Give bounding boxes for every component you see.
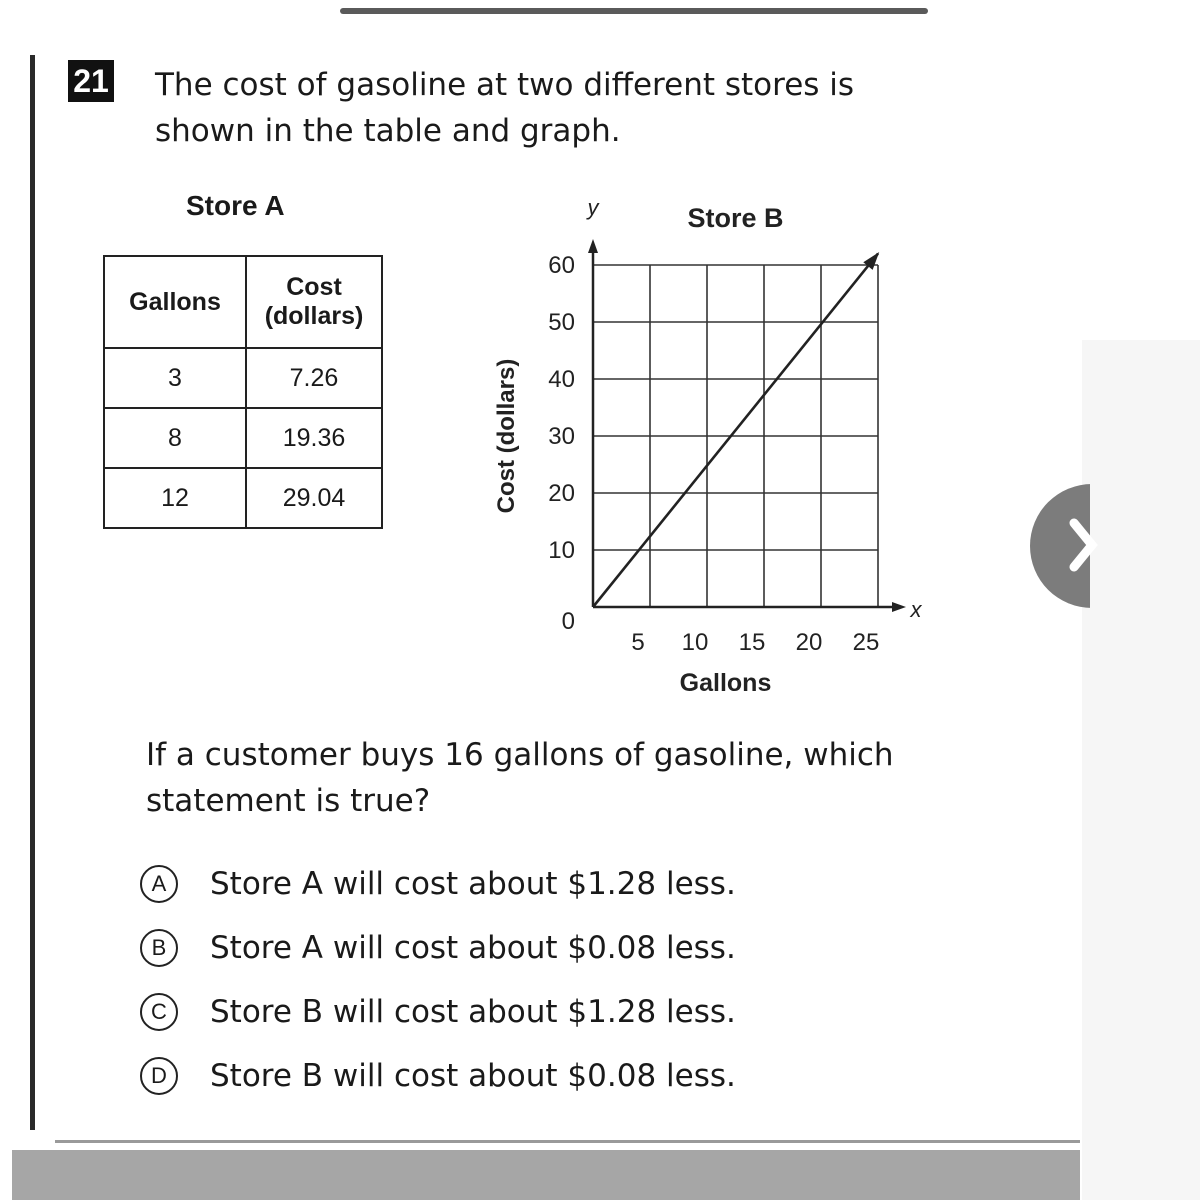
bottom-bar <box>12 1150 1080 1200</box>
choice-c-text: Store B will cost about $1.28 less. <box>210 994 736 1030</box>
x-axis-arrow <box>892 602 906 612</box>
x-tick-label: 15 <box>738 629 766 656</box>
x-tick-label: 20 <box>795 629 823 656</box>
table-row <box>104 468 382 528</box>
choice-a-bubble[interactable]: A <box>140 865 178 903</box>
choice-b-text: Store A will cost about $0.08 less. <box>210 930 736 966</box>
answer-choices <box>140 852 736 1108</box>
question-ask: If a customer buys 16 gallons of gasoline, which statement is true? <box>146 737 894 819</box>
choice-c-bubble[interactable]: C <box>140 993 178 1031</box>
y-tick-label: 20 <box>548 480 575 507</box>
choice-a-text: Store A will cost about $1.28 less. <box>210 866 736 902</box>
y-axis-label: Cost (dollars) <box>493 358 520 514</box>
store-a-title: Store A <box>186 190 285 221</box>
cell-cost: 7.26 <box>246 348 382 408</box>
chevron-right-icon[interactable] <box>1068 515 1098 575</box>
cell-cost: 19.36 <box>246 408 382 468</box>
y-tick-label: 50 <box>548 309 575 336</box>
origin-label: 0 <box>561 608 575 635</box>
y-tick-label: 30 <box>548 423 575 450</box>
header-cost: Cost (dollars) <box>246 256 382 348</box>
choice-b[interactable] <box>140 916 736 980</box>
x-axis-letter: x <box>910 597 922 622</box>
left-margin-rule <box>30 55 35 1130</box>
question-prompt: The cost of gasoline at two different stores is shown in the table and graph. <box>155 67 855 149</box>
question-number: 21 <box>68 60 114 102</box>
choice-d-text: Store B will cost about $0.08 less. <box>210 1058 736 1094</box>
choice-d-bubble[interactable]: D <box>140 1057 178 1095</box>
chart-title: Store B <box>687 203 784 233</box>
right-margin-shade <box>1082 340 1200 1200</box>
cell-cost: 29.04 <box>246 468 382 528</box>
header-gallons: Gallons <box>104 256 246 348</box>
x-axis-label: Gallons <box>679 669 772 697</box>
store-b-chart <box>480 185 940 715</box>
cell-gallons: 3 <box>104 348 246 408</box>
choice-a[interactable] <box>140 852 736 916</box>
store-a-table <box>103 255 383 529</box>
y-tick-label: 10 <box>548 537 575 564</box>
table-row <box>104 348 382 408</box>
x-tick-label: 5 <box>631 629 645 656</box>
bottom-rule <box>55 1140 1080 1143</box>
y-axis-arrow <box>588 239 598 253</box>
cell-gallons: 8 <box>104 408 246 468</box>
next-button-mask <box>1090 470 1200 630</box>
choice-d[interactable] <box>140 1044 736 1108</box>
table-row <box>104 408 382 468</box>
y-axis-letter: y <box>587 195 599 220</box>
choice-c[interactable] <box>140 980 736 1044</box>
cell-gallons: 12 <box>104 468 246 528</box>
table-header-row <box>104 256 382 348</box>
top-rule <box>340 8 928 14</box>
choice-b-bubble[interactable]: B <box>140 929 178 967</box>
x-tick-label: 10 <box>681 629 709 656</box>
y-tick-label: 40 <box>548 366 575 393</box>
x-tick-label: 25 <box>852 629 880 656</box>
y-tick-label: 60 <box>548 252 575 279</box>
series-line <box>593 254 878 607</box>
